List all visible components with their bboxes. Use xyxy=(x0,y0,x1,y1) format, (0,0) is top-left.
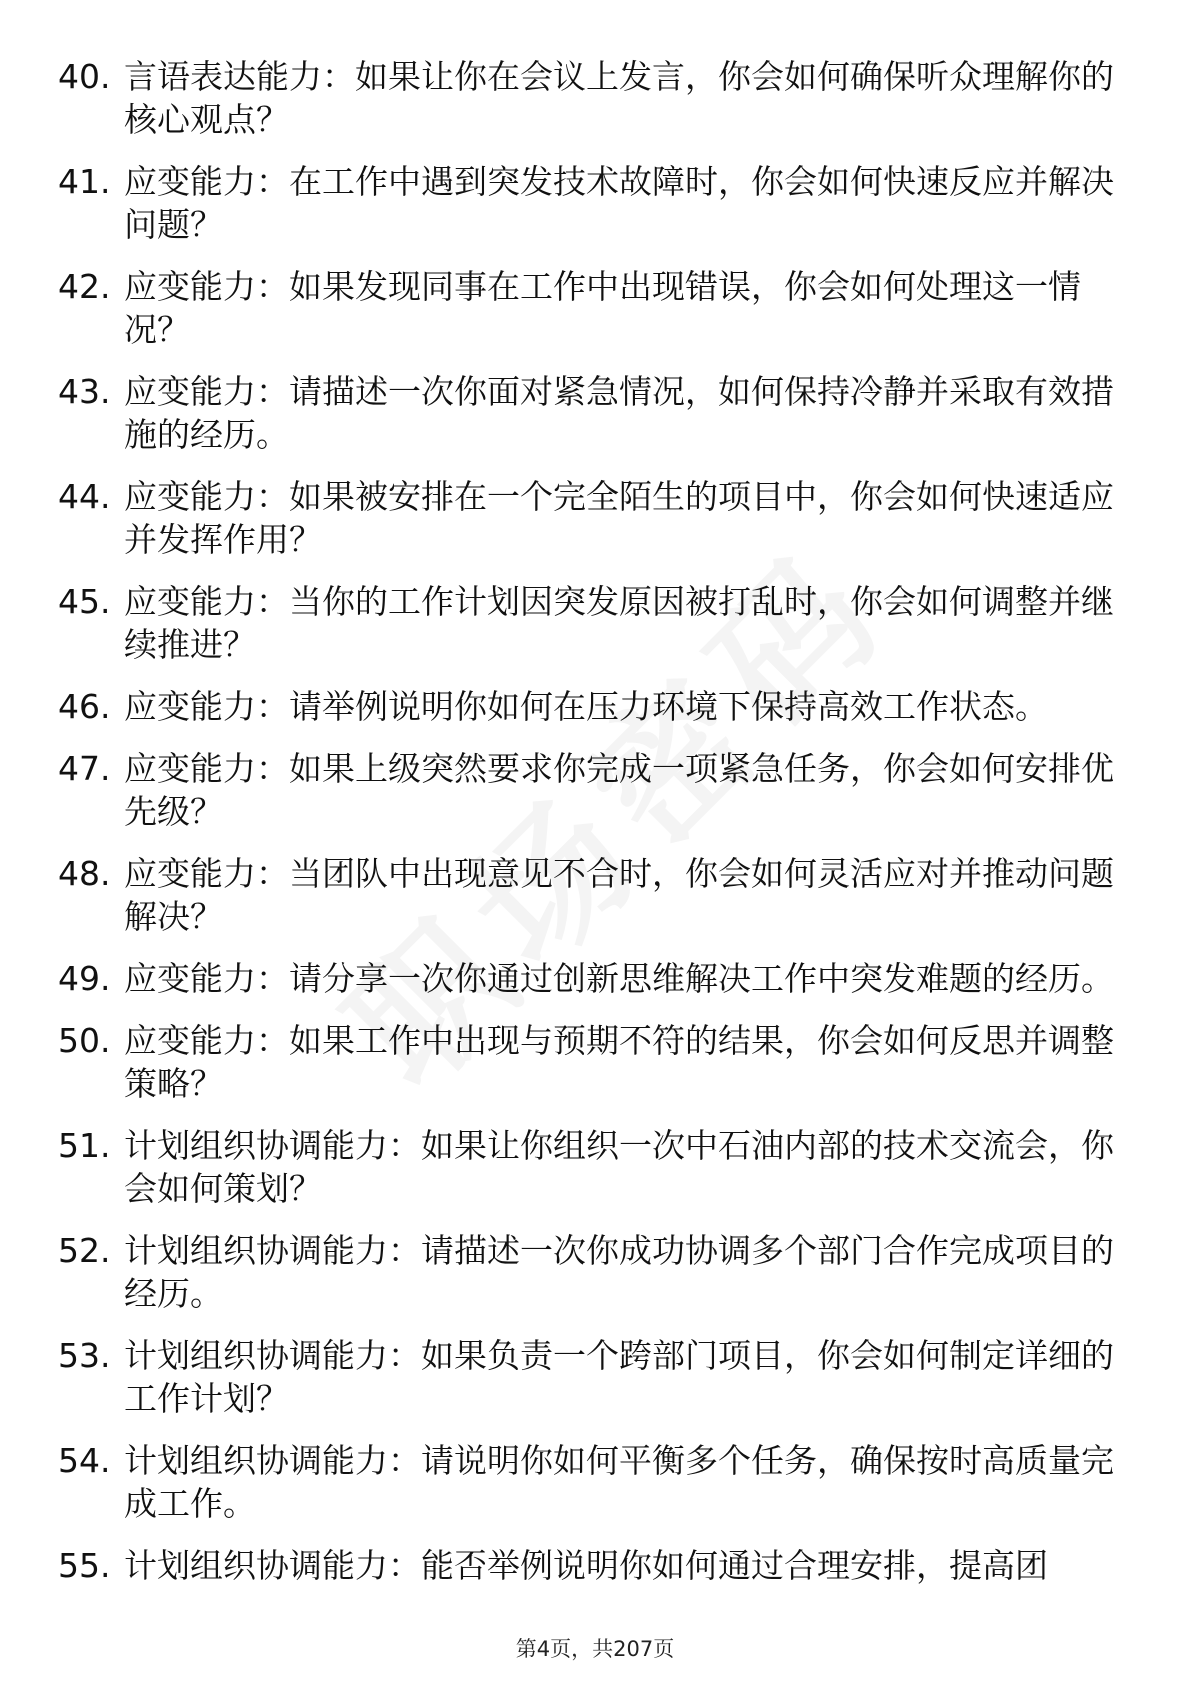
question-item xyxy=(58,1544,1138,1587)
question-item xyxy=(58,1124,1138,1210)
question-item xyxy=(58,160,1138,246)
question-text: 计划组织协调能力：请说明你如何平衡多个任务，确保按时高质量完成工作。 xyxy=(124,1441,1114,1523)
question-number: 42. xyxy=(58,267,111,306)
question-item xyxy=(58,580,1138,666)
question-number: 49. xyxy=(58,959,111,998)
question-item xyxy=(58,1334,1138,1420)
question-number: 48. xyxy=(58,854,111,893)
question-number: 52. xyxy=(58,1231,111,1270)
question-text: 计划组织协调能力：如果让你组织一次中石油内部的技术交流会，你会如何策划？ xyxy=(124,1126,1114,1208)
question-text: 言语表达能力：如果让你在会议上发言，你会如何确保听众理解你的核心观点？ xyxy=(124,57,1114,139)
question-text: 应变能力：请举例说明你如何在压力环境下保持高效工作状态。 xyxy=(124,687,1048,726)
question-number: 47. xyxy=(58,749,111,788)
question-item xyxy=(58,957,1138,1000)
question-list xyxy=(58,55,1138,1606)
question-number: 45. xyxy=(58,582,111,621)
question-number: 55. xyxy=(58,1546,111,1585)
question-item xyxy=(58,747,1138,833)
question-text: 应变能力：请分享一次你通过创新思维解决工作中突发难题的经历。 xyxy=(124,959,1114,998)
question-number: 46. xyxy=(58,687,111,726)
question-number: 41. xyxy=(58,162,111,201)
question-text: 应变能力：在工作中遇到突发技术故障时，你会如何快速反应并解决问题？ xyxy=(124,162,1114,244)
question-text: 计划组织协调能力：能否举例说明你如何通过合理安排，提高团 xyxy=(124,1546,1048,1585)
question-item xyxy=(58,370,1138,456)
question-number: 50. xyxy=(58,1021,111,1060)
question-text: 应变能力：如果发现同事在工作中出现错误，你会如何处理这一情况？ xyxy=(124,267,1081,349)
question-text: 计划组织协调能力：如果负责一个跨部门项目，你会如何制定详细的工作计划？ xyxy=(124,1336,1114,1418)
question-number: 53. xyxy=(58,1336,111,1375)
question-item xyxy=(58,265,1138,351)
question-number: 54. xyxy=(58,1441,111,1480)
question-text: 应变能力：如果工作中出现与预期不符的结果，你会如何反思并调整策略？ xyxy=(124,1021,1114,1103)
question-text: 应变能力：当你的工作计划因突发原因被打乱时，你会如何调整并继续推进？ xyxy=(124,582,1114,664)
question-text: 应变能力：如果被安排在一个完全陌生的项目中，你会如何快速适应并发挥作用？ xyxy=(124,477,1114,559)
question-item xyxy=(58,685,1138,728)
question-text: 应变能力：当团队中出现意见不合时，你会如何灵活应对并推动问题解决？ xyxy=(124,854,1114,936)
question-number: 51. xyxy=(58,1126,111,1165)
question-text: 应变能力：请描述一次你面对紧急情况，如何保持冷静并采取有效措施的经历。 xyxy=(124,372,1114,454)
page-footer: 第4页，共207页 xyxy=(515,1637,675,1661)
question-number: 40. xyxy=(58,57,111,96)
question-item xyxy=(58,1229,1138,1315)
question-item xyxy=(58,1439,1138,1525)
question-text: 计划组织协调能力：请描述一次你成功协调多个部门合作完成项目的经历。 xyxy=(124,1231,1114,1313)
question-item xyxy=(58,852,1138,938)
question-text: 应变能力：如果上级突然要求你完成一项紧急任务，你会如何安排优先级？ xyxy=(124,749,1114,831)
question-item xyxy=(58,55,1138,141)
question-number: 43. xyxy=(58,372,111,411)
question-item xyxy=(58,475,1138,561)
question-item xyxy=(58,1019,1138,1105)
question-number: 44. xyxy=(58,477,111,516)
